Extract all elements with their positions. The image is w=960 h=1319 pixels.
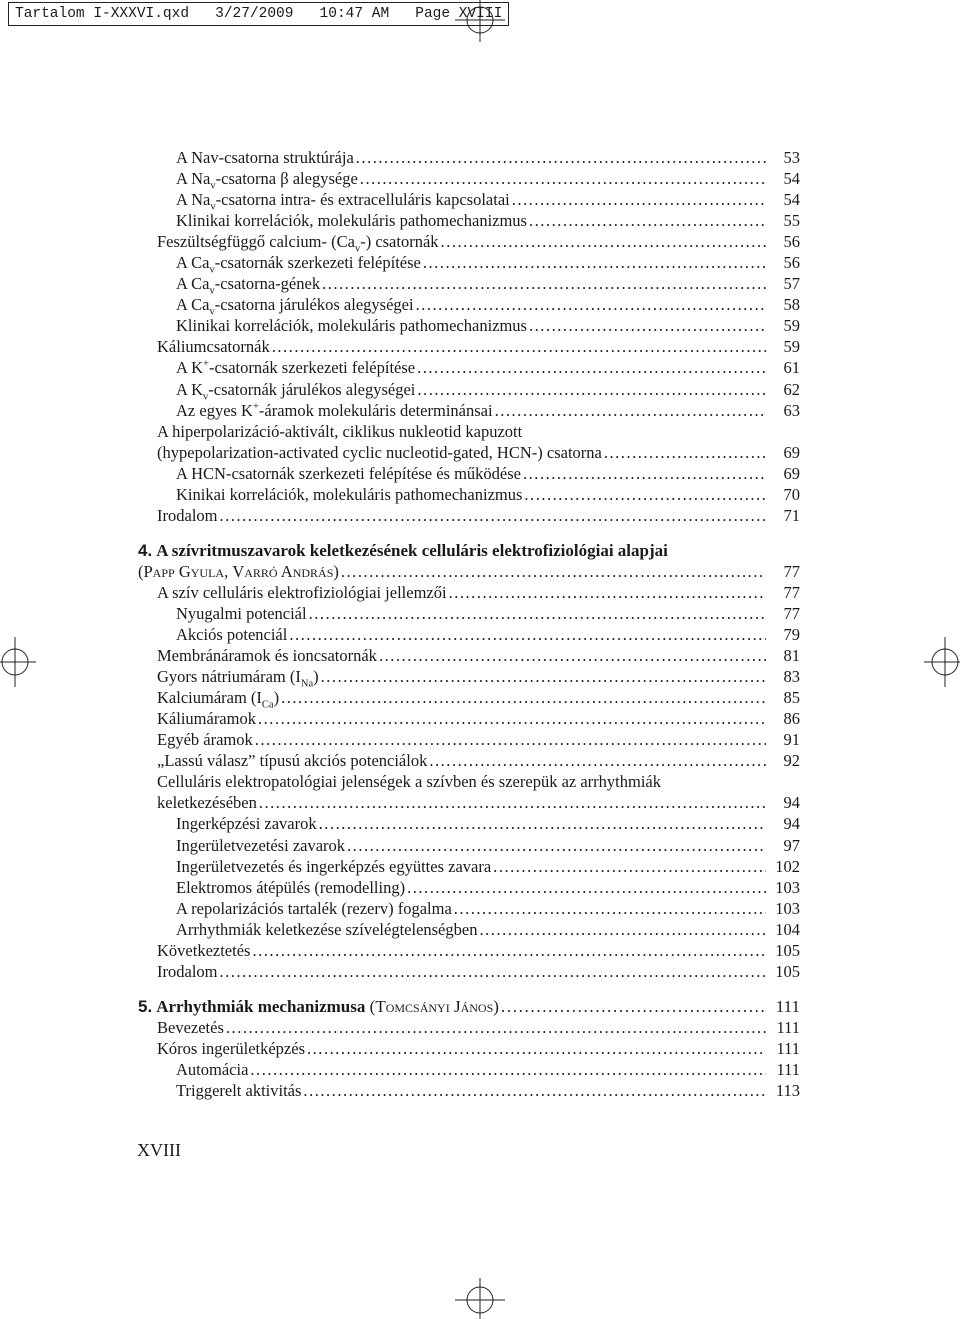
toc-entry-title: Automácia [176,1059,249,1079]
toc-page-number: 77 [783,582,800,602]
toc-entry-title: Triggerelt aktivitás [176,1081,302,1101]
crop-registration-mark-right [924,637,960,687]
toc-entry [176,856,770,877]
toc-page-number: 81 [783,646,800,666]
dot-leader [303,1080,766,1101]
toc-entry-title: Káliumáramok [157,709,256,729]
toc-page-number: 102 [775,856,800,876]
toc-entry [176,1080,770,1101]
toc-page-number: 85 [783,688,800,708]
toc-row [157,400,800,421]
dot-leader [258,708,766,729]
toc-entry [176,877,770,898]
toc-row [157,147,800,168]
dot-leader [356,147,766,168]
toc-row [157,940,800,961]
dot-leader [250,1059,766,1080]
toc-page-number: 91 [783,730,800,750]
toc-page-number: 105 [775,961,800,981]
toc-entry [157,421,770,442]
toc-entry [157,729,770,750]
toc-page-number: 70 [783,484,800,504]
toc-page-number: 113 [775,1081,800,1101]
dot-leader [309,603,766,624]
toc-row [157,729,800,750]
toc-entry-title: Kóros ingerületképzés [157,1038,305,1058]
toc-entry [138,561,770,582]
toc-entry-title: Bevezetés [157,1017,224,1037]
toc-entry-title: 5. Arrhythmiák mechanizmusa (Tomcsányi János) [138,996,499,1016]
toc-row [138,561,800,582]
toc-entry [176,463,770,484]
toc-entry-title: Irodalom [157,961,218,981]
toc-row [157,856,800,877]
toc-entry [176,1059,770,1080]
toc-row [157,898,800,919]
dot-leader [423,252,766,273]
page-number-footer: XVIII [137,1140,181,1160]
toc-entry-title: Elektromos átépülés (remodelling) [176,877,406,897]
toc-entry [157,666,770,690]
toc-row [157,687,800,711]
toc-entry [176,813,770,834]
toc-entry-title: A $Ca_v-csatorna$-gének [176,274,321,297]
dot-leader [379,645,766,666]
toc-page-number: 103 [775,898,800,918]
crop-registration-mark-bottom [455,1278,505,1319]
toc-entry [176,294,770,318]
toc-row [157,315,800,336]
dot-leader [347,835,766,856]
toc-entry-title: Nyugalmi potenciál [176,603,307,623]
toc-entry [157,750,770,771]
toc-row [157,708,800,729]
dot-leader [493,856,766,877]
toc-row [157,336,800,357]
toc-entry-title: A repolarizációs tartalék (rezerv) fogalma [176,898,452,918]
toc-entry [176,379,770,400]
toc-entry [157,505,770,526]
toc-entry-title: A hiperpolarizáció-aktivált, ciklikus nukleotid kapuzott [157,421,523,441]
toc-row [157,357,800,378]
toc-entry-title: Kinikai korrelációk, molekuláris pathomechanizmus [176,484,523,504]
dot-leader [341,561,766,582]
dot-leader [429,750,766,771]
dot-leader [226,1017,766,1038]
toc-entry-title: A HCN-csatornák szerkezeti felépítése és működése [176,463,521,483]
toc-entry [157,940,770,961]
toc-row [157,168,800,192]
toc-entry [157,1038,770,1059]
toc-page-number: 54 [783,190,800,210]
toc-entry [176,252,770,276]
toc-entry [157,645,770,666]
toc-page-number: 94 [783,793,800,813]
toc-entry [157,582,770,603]
toc-entry-title: Kalciumáram $(I_{Ca})$ [157,688,280,711]
toc-page-number: 55 [783,211,800,231]
toc-page-number: 94 [783,814,800,834]
dot-leader [523,463,766,484]
toc-entry-title: A K+-csatornák szerkezeti felépítése [176,358,416,378]
toc-page-number: 58 [783,295,800,315]
toc-row [138,996,800,1017]
toc-entry-title: Ingerképzési zavarok [176,814,317,834]
toc-entry [176,484,770,505]
toc-row [157,421,800,442]
dot-leader [604,442,766,463]
toc-page-number: 69 [783,463,800,483]
toc-entry-title: keletkezésében [157,793,257,813]
dot-leader [529,210,766,231]
toc-page-number: 104 [775,919,800,939]
toc-page-number: 53 [783,148,800,167]
toc-page-number: 59 [783,337,800,357]
toc-entry [157,687,770,711]
dot-leader [252,940,766,961]
toc-row [157,792,800,813]
toc-page-number: 56 [783,232,800,252]
toc-entry-title: „Lassú válasz” típusú akciós potenciálok [157,751,428,771]
toc-page-number: 111 [776,1059,800,1079]
toc-entry-title: Klinikai korrelációk, molekuláris pathomechanizmus [176,211,527,231]
toc-row [157,189,800,213]
toc-entry-title: A $Na_v$-csatorna intra- és extracelluláris kapcsolatai [176,190,510,213]
toc-page-number: 54 [783,169,800,189]
toc-entry-title: Celluláris elektropatológiai jelenségek a szívben és szerepük az arrhythmiák [157,772,661,792]
toc-row [157,294,800,318]
dot-leader [219,505,766,526]
toc-row [157,919,800,940]
dot-leader [495,400,766,421]
toc-entry-title: Egyéb áramok [157,730,253,750]
toc-page-number: 111 [775,996,800,1016]
toc-page-number: 111 [776,1017,800,1037]
toc-page-number: 92 [783,751,800,771]
toc-page-number: 105 [775,940,800,960]
toc-row [157,273,800,297]
toc-page-number: 111 [776,1038,800,1058]
dot-leader [449,582,766,603]
dot-leader [479,919,766,940]
crop-registration-mark-top [455,0,505,42]
toc-entry-title: A $K_v$-csatornák járulékos alegységei [176,379,416,402]
dot-leader [524,484,766,505]
dot-leader [360,168,766,189]
toc-entry-title: A Nav-csatorna struktúrája [176,148,354,167]
table-of-contents [138,147,800,1101]
toc-row [157,484,800,505]
toc-entry [138,996,770,1017]
toc-row [157,1059,800,1080]
toc-page-number: 103 [775,877,800,897]
dot-leader [512,189,766,210]
toc-page-number: 79 [783,625,800,645]
toc-row [157,750,800,771]
toc-entry-title: Gyors nátriumáram $(I_{Na})$ [157,667,319,690]
toc-row [157,1038,800,1059]
toc-entry [176,189,770,213]
toc-row [157,645,800,666]
dot-leader [529,315,766,336]
dot-leader [321,666,766,687]
toc-entry-title: Arrhythmiák keletkezése szívelégtelenségben [176,919,478,939]
toc-page-number: 83 [783,667,800,687]
toc-row [157,582,800,603]
chapter-number: 5. [138,996,153,1016]
toc-entry-title: (hypepolarization-activated cyclic nucleotid-gated, HCN-) csatorna [157,442,602,462]
toc-page-number: 56 [783,253,800,273]
toc-entry [176,898,770,919]
toc-entry-title: (Papp Gyula, Varró András) [138,561,339,581]
dot-leader [255,729,766,750]
toc-entry [157,336,770,357]
toc-entry [176,273,770,297]
toc-row [157,813,800,834]
toc-row [157,603,800,624]
toc-entry-title: Klinikai korrelációk, molekuláris pathomechanizmus [176,316,527,336]
toc-entry [157,708,770,729]
toc-entry [157,231,770,255]
toc-entry [176,919,770,940]
toc-row [138,540,800,561]
toc-entry-title: Következtetés [157,940,251,960]
toc-entry [157,771,770,792]
toc-page-number: 57 [783,274,800,294]
toc-entry-title: Membránáramok és ioncsatornák [157,646,377,666]
toc-page-number: 62 [783,379,800,399]
toc-entry [176,147,770,168]
toc-entry [157,961,770,982]
print-slug: Tartalom I-XXXVI.qxd 3/27/2009 10:47 AM Page XVIII [8,2,509,26]
dot-leader [322,273,766,294]
toc-page-number: 97 [783,835,800,855]
toc-row [157,231,800,255]
toc-entry [176,400,770,421]
dot-leader [417,357,766,378]
toc-entry [176,835,770,856]
dot-leader [441,231,766,252]
toc-entry [176,357,770,378]
dot-leader [219,961,766,982]
toc-entry [176,315,770,336]
toc-row [157,210,800,231]
toc-entry-title: Feszültségfüggő calcium- $(Ca_v-)$ csatornák [157,232,439,255]
dot-leader [289,624,766,645]
toc-row [157,252,800,276]
toc-entry [157,442,770,463]
toc-entry-title: Ingerületvezetési zavarok [176,835,346,855]
toc-entry-title: Irodalom [157,505,218,525]
toc-entry-title: Az egyes K+-áramok molekuláris determinánsai [176,400,493,420]
toc-row [157,835,800,856]
toc-row [157,771,800,792]
toc-page-number: 77 [783,561,800,581]
toc-page-number: 63 [783,400,800,420]
toc-row [157,463,800,484]
dot-leader [417,379,766,400]
toc-entry-title: A $Ca_v$-csatorna járulékos alegységei [176,295,414,318]
toc-entry [176,168,770,192]
toc-row [157,442,800,463]
toc-page-number: 69 [783,442,800,462]
dot-leader [407,877,766,898]
crop-registration-mark-left [0,637,36,687]
toc-row [157,961,800,982]
toc-entry-title: 4. A szívritmuszavarok keletkezésének celluláris elektrofiziológiai alapjai [138,540,668,560]
toc-row [157,666,800,690]
toc-page-number: 59 [783,316,800,336]
toc-entry-title: A $Ca_v$-csatornák szerkezeti felépítése [176,253,421,276]
toc-row [157,877,800,898]
toc-entry [176,624,770,645]
toc-row [157,505,800,526]
toc-page-number: 86 [783,709,800,729]
dot-leader [454,898,766,919]
chapter-number: 4. [138,540,153,560]
dot-leader [307,1038,766,1059]
toc-entry [157,792,770,813]
toc-entry-title: A szív celluláris elektrofiziológiai jellemzői [157,582,447,602]
toc-entry [138,540,770,561]
toc-page-number: 61 [783,358,800,378]
dot-leader [416,294,766,315]
toc-entry-title: Káliumcsatornák [157,337,270,357]
toc-row [157,624,800,645]
toc-entry [176,603,770,624]
toc-entry-title: Ingerületvezetés és ingerképzés együttes zavara [176,856,492,876]
toc-entry [176,210,770,231]
toc-entry-title: A $Na_v$-csatorna β alegysége [176,169,358,192]
toc-page-number: 77 [783,603,800,623]
dot-leader [272,336,766,357]
dot-leader [319,813,766,834]
dot-leader [281,687,766,708]
toc-row [157,1017,800,1038]
dot-leader [259,792,766,813]
toc-row [157,1080,800,1101]
toc-row [157,379,800,400]
toc-entry [157,1017,770,1038]
toc-entry-title: Akciós potenciál [176,625,288,645]
toc-page-number: 71 [783,505,800,525]
dot-leader [501,996,766,1017]
